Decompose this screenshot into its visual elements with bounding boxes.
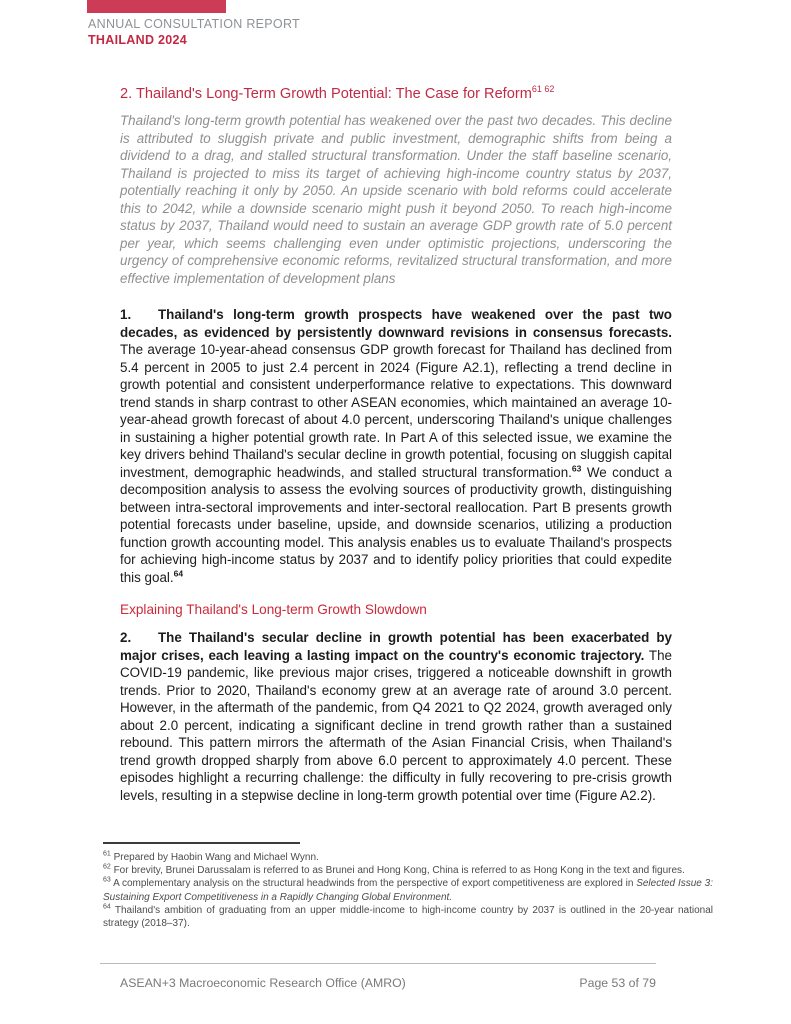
paragraph-1-body-b: We conduct a decomposition analysis to assess the evolving sources of productivity growth, distinguishing between intra-sectoral improvements and inter-sectoral reallocation. Part B presents growth potential forecasts under baseline, upside, and downside scenarios, utilizing a production function growth accounting model. This analysis enables us to evaluate Thailand's prospects for achieving high-income status by 2037 and to identify policy priorities that could expedite this goal. [120,464,672,585]
footer [120,976,656,990]
section-title-text: 2. Thailand's Long-Term Growth Potential: The Case for Reform [120,86,532,102]
section-title [120,86,672,102]
footnote-ref-64: 64 [173,568,184,579]
footnote-ref-63: 63 [571,463,582,474]
section-title-footnote-refs: 61 62 [531,84,555,95]
paragraph-1-lead: Thailand's long-term growth prospects have weakened over the past two decades, as evidenced by persistently downward revisions in consensus forecasts. [120,307,672,340]
footnote-61 [103,851,713,864]
paragraph-2 [120,629,672,804]
footnote-64-text: Thailand's ambition of graduating from an upper middle-income to high-income country by 2037 is outlined in the 20-year national strategy (2018–37). [103,904,713,930]
footnote-62-marker: 62 [103,863,111,871]
footnote-62-text: For brevity, Brunei Darussalam is referred to as Brunei and Hong Kong, China is referred to as Hong Kong in the text and figures. [110,865,685,877]
footnote-63-marker: 63 [103,877,111,885]
paragraph-2-number: 2. [120,630,132,645]
footer-page-number: Page 53 of 79 [579,976,656,990]
footnote-64 [103,904,713,930]
paragraph-2-lead: The Thailand's secular decline in growth potential has been exacerbated by major crises, each leaving a lasting impact on the country's economic trajectory. [120,630,672,663]
footnote-separator-rule [103,842,300,844]
report-subtitle: THAILAND 2024 [88,33,188,47]
footnotes-section [103,842,713,930]
paragraph-1-number: 1. [120,307,132,322]
footnote-63-italic-title: Selected Issue 3: Sustaining Export Competitiveness in a Rapidly Changing Global Environment. [103,878,713,903]
paragraph-1-body-a: The average 10-year-ahead consensus GDP growth forecast for Thailand has declined from 5.4 percent in 2005 to just 2.4 percent in 2024 (Figure A2.1), reflecting a trend decline in growth potential and consistent underperformance relative to expectations. This downward trend stands in sharp contrast to other ASEAN economies, which maintained an average 10-year-ahead growth forecast of about 4.0 percent, underscoring Thailand's unique challenges in sustaining a higher potential growth rate. In Part A of this selected issue, we examine the key drivers behind Thailand's secular decline in growth potential, focusing on sluggish capital investment, demographic headwinds, and stalled structural transformation. [120,342,672,480]
footnote-61-marker: 61 [103,850,111,858]
footnote-63 [103,877,713,903]
footer-rule [100,963,656,964]
report-title: ANNUAL CONSULTATION REPORT [88,17,300,31]
footnote-63-text: A complementary analysis on the structural headwinds from the perspective of export competitiveness are explored in [110,878,637,890]
footer-organization: ASEAN+3 Macroeconomic Research Office (AMRO) [120,976,406,990]
paragraph-1 [120,306,672,586]
sub-heading: Explaining Thailand's Long-term Growth Slowdown [120,602,427,617]
paragraph-2-body: The COVID-19 pandemic, like previous major crises, triggered a noticeable downshift in growth trends. Prior to 2020, Thailand's economy grew at an average rate of around 3.0 percent. However, in the aftermath of the pandemic, from Q4 2021 to Q2 2024, growth averaged only about 2.0 percent, indicating a significant decline in trend growth rather than a sustained rebound. This pattern mirrors the aftermath of the Asian Financial Crisis, when Thailand's trend growth dropped sharply from above 6.0 percent to approximately 4.0 percent. These episodes highlight a recurring challenge: the difficulty in fully recovering to pre-crisis growth levels, resulting in a stepwise decline in long-term growth potential over time (Figure A2.2). [120,647,672,803]
footnote-61-text: Prepared by Haobin Wang and Michael Wynn. [110,852,319,863]
footnote-64-marker: 64 [103,903,111,911]
amro-logo-bar [87,0,226,13]
abstract-paragraph: Thailand's long-term growth potential has weakened over the past two decades. This decline is attributed to sluggish private and public investment, demographic shifts from being a dividend to a drag, and stalled structural transformation. Under the staff baseline scenario, Thailand is projected to miss its target of achieving high-income country status by 2037, potentially reaching it only by 2050. An upside scenario with bold reforms could accelerate this to 2042, while a downside scenario might push it beyond 2050. To reach high-income status by 2037, Thailand would need to sustain an average GDP growth rate of 5.0 percent per year, which seems challenging even under optimistic projections, underscoring the urgency of comprehensive economic reforms, revitalized structural transformation, and more effective implementation of development plans [120,113,672,286]
footnote-62 [103,864,713,877]
main-content [120,86,672,820]
